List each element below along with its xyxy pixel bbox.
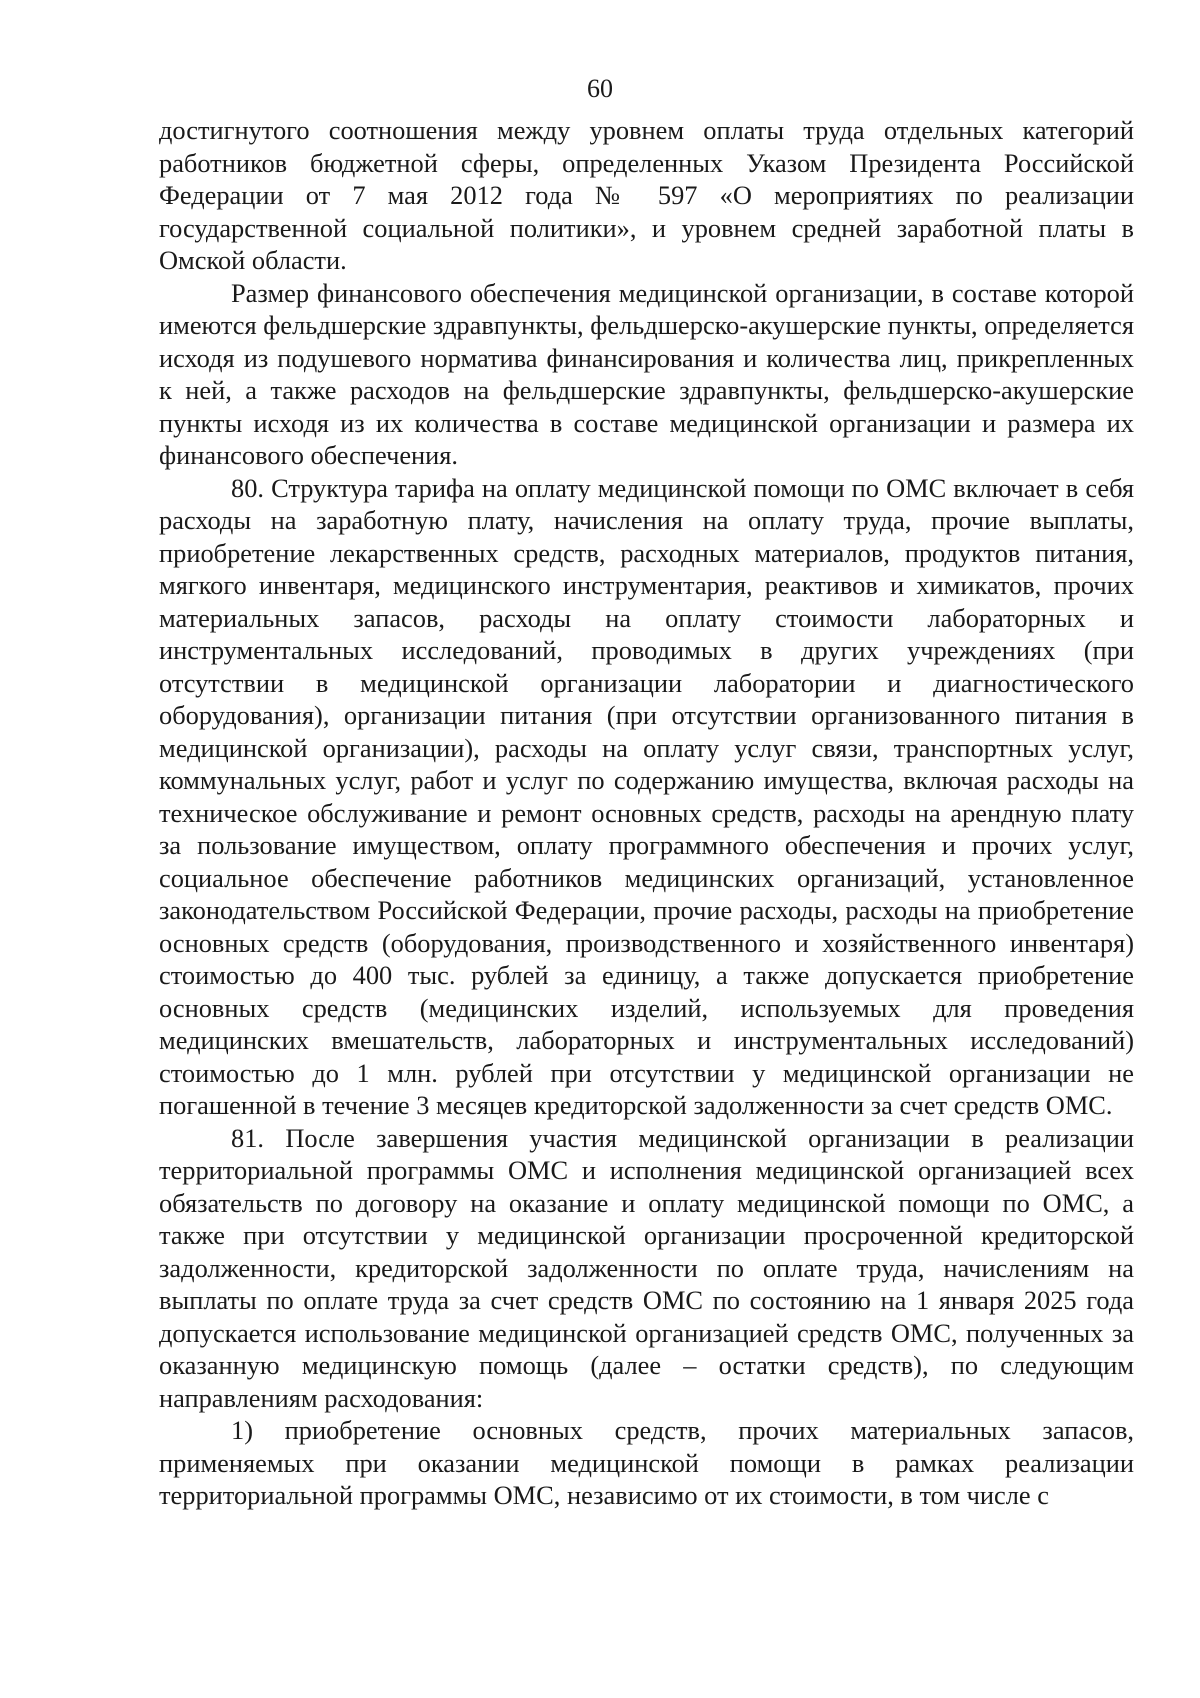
page-number: 60	[587, 74, 613, 103]
paragraph-80-tariff-structure: 80. Структура тарифа на оплату медицинской помощи по ОМС включает в себя расходы на заработную плату, начисления на оплату труда, прочие выплаты, приобретение лекарственных средств, расходных материалов, продуктов питания, мягкого инвентаря, медицинского инструментария, реактивов и химикатов, прочих материальных запасов, расходы на оплату стоимости лабораторных и инструментальных исследований, проводимых в других учреждениях (при отсутствии в медицинской организации лаборатории и диагностического оборудования), организации питания (при отсутствии организованного питания в медицинской организации), расходы на оплату услуг связи, транспортных услуг, коммунальных услуг, работ и услуг по содержанию имущества, включая расходы на техническое обслуживание и ремонт основных средств, расходы на арендную плату за пользование имуществом, оплату программного обеспечения и прочих услуг, социальное обеспечение работников медицинских организаций, установленное законодательством Российской Федерации, прочие расходы, расходы на приобретение основных средств (оборудования, производственного и хозяйственного инвентаря) стоимостью до 400 тыс. рублей за единицу, а также допускается приобретение основных средств (медицинских изделий, используемых для проведения медицинских вмешательств, лабораторных и инструментальных исследований) стоимостью до 1 млн. рублей при отсутствии у медицинской организации не погашенной в течение 3 месяцев кредиторской задолженности за счет средств ОМС.	[159, 472, 1134, 1120]
document-body	[159, 114, 1134, 1512]
paragraph-continuation: достигнутого соотношения между уровнем оплаты труда отдельных категорий работников бюджетной сферы, определенных Указом Президента Российской Федерации от 7 мая 2012 года № 597 «О мероприятиях по реализации государственной социальной политики», и уровнем средней заработной платы в Омской области.	[159, 115, 1134, 275]
paragraph-81-item-1: 1) приобретение основных средств, прочих материальных запасов, применяемых при оказании медицинской помощи в рамках реализации территориальной программы ОМС, независимо от их стоимости, в том числе с	[159, 1415, 1134, 1510]
paragraph-81-remaining-funds: 81. После завершения участия медицинской организации в реализации территориальной программы ОМС и исполнения медицинской организацией всех обязательств по договору на оказание и оплату медицинской помощи по ОМС, а также при отсутствии у медицинской организации просроченной кредиторской задолженности, кредиторской задолженности по оплате труда, начислениям на выплаты по оплате труда за счет средств ОМС по состоянию на 1 января 2025 года допускается использование медицинской организацией средств ОМС, полученных за оказанную медицинскую помощь (далее – остатки средств), по следующим направлениям расходования:	[159, 1122, 1134, 1413]
paragraph-financing-size: Размер финансового обеспечения медицинской организации, в составе которой имеются фельдшерские здравпункты, фельдшерско-акушерские пункты, определяется исходя из подушевого норматива финансирования и количества лиц, прикрепленных к ней, а также расходов на фельдшерские здравпункты, фельдшерско-акушерские пункты исходя из их количества в составе медицинской организации и размера их финансового обеспечения.	[159, 277, 1134, 470]
